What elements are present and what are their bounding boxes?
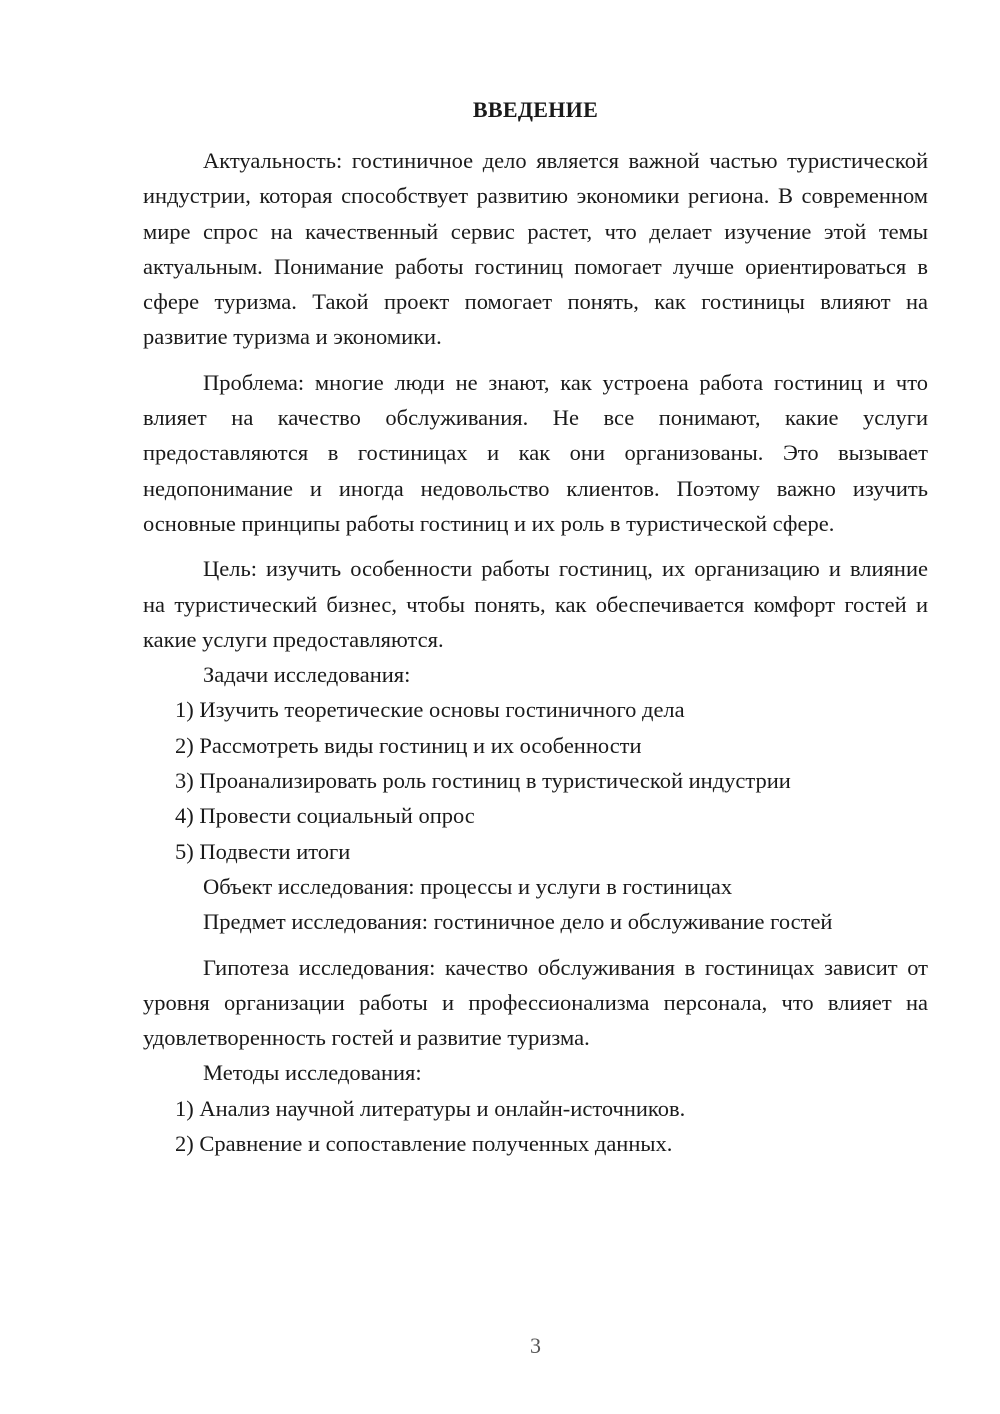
goal-paragraph: Цель: изучить особенности работы гостиниц, их организацию и влияние на туристический бизнес, чтобы понять, как обеспечивается комфорт гостей и какие услуги предоставляются. [143,556,928,652]
task-item: 5) Подвести итоги [175,838,351,864]
task-item: 2) Рассмотреть виды гостиниц и их особенности [175,732,642,758]
task-item: 1) Изучить теоретические основы гостиничного дела [175,697,685,723]
methods-heading: Методы исследования: [203,1060,422,1086]
hypothesis-paragraph: Гипотеза исследования: качество обслуживания в гостиницах зависит от уровня организации работы и профессионализма персонала, что влияет на удовлетворенность гостей и развитие туризма. [143,954,928,1051]
task-item: 3) Проанализировать роль гостиниц в туристической индустрии [175,768,791,794]
page-number: 3 [530,1333,541,1358]
research-object: Объект исследования: процессы и услуги в гостиницах [203,873,733,899]
method-item: 1) Анализ научной литературы и онлайн-источников. [175,1095,686,1121]
problem-paragraph: Проблема: многие люди не знают, как устроена работа гостиниц и что влияет на качество обслуживания. Не все понимают, какие услуги предоставляются в гостиницах и как они организованы. Это вызывает недопонимание и иногда недовольство клиентов. Поэтому важно изучить основные принципы работы гостиниц и их роль в туристической сфере. [143,369,928,536]
page-title: ВВЕДЕНИЕ [472,97,599,122]
task-item: 4) Провести социальный опрос [175,803,475,829]
relevance-paragraph: Актуальность: гостиничное дело является важной частью туристической индустрии, которая способствует развитию экономики региона. В современном мире спрос на качественный сервис растет, что делает изучение этой темы актуальным. Понимание работы гостиниц помогает лучше ориентироваться в сфере туризма. Такой проект помогает понять, как гостиницы влияют на развитие туризма и экономики. [143,148,928,350]
document-body [143,143,928,1161]
tasks-heading: Задачи исследования: [203,662,411,688]
method-item: 2) Сравнение и сопоставление полученных данных. [175,1131,673,1157]
research-subject: Предмет исследования: гостиничное дело и обслуживание гостей [203,909,833,935]
